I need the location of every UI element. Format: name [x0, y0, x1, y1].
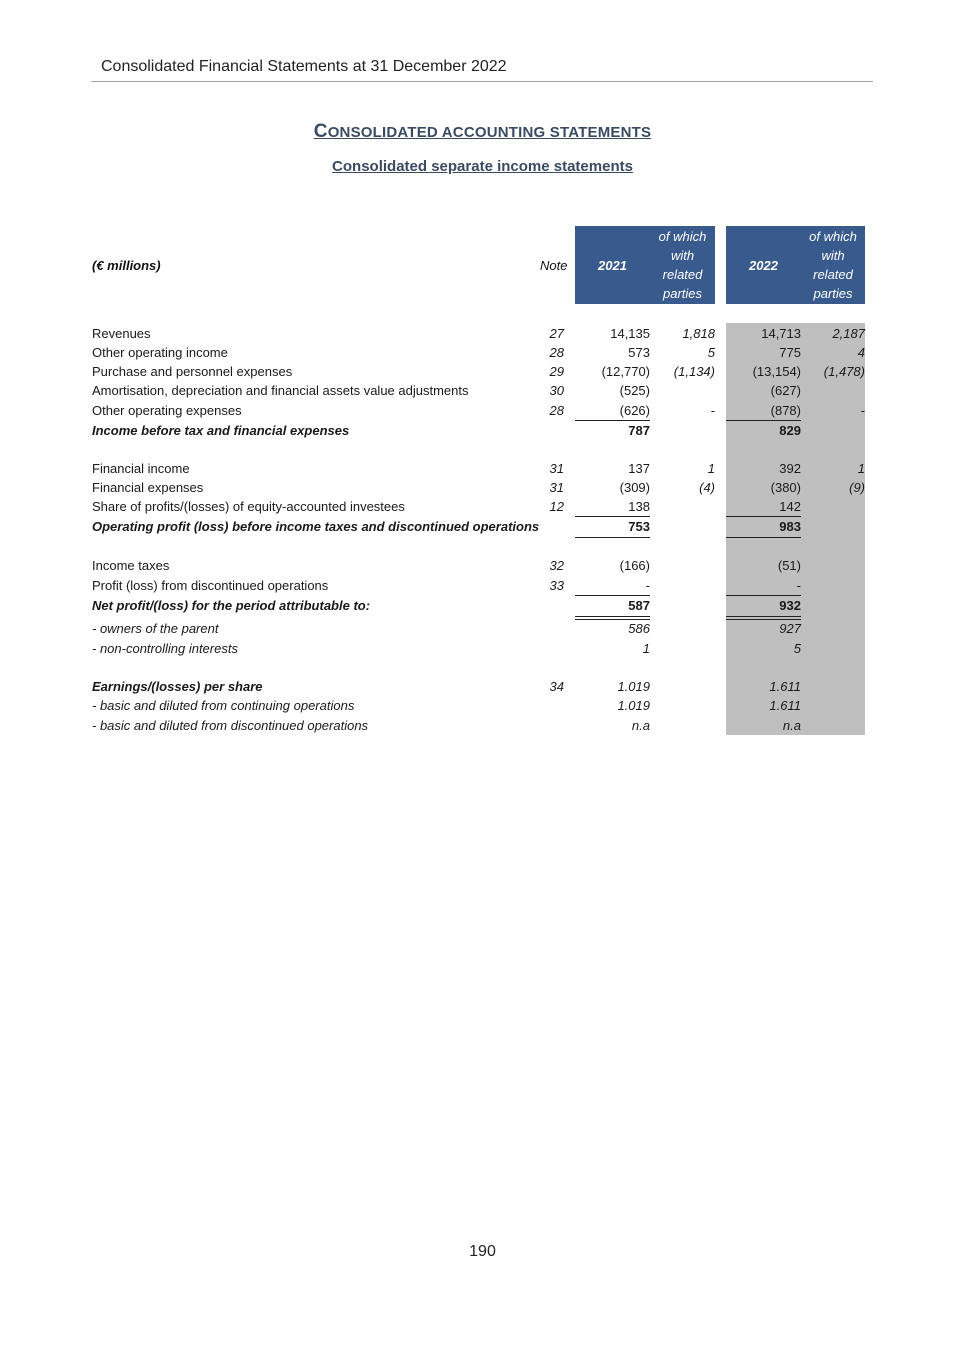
- value-2022: (627): [770, 383, 801, 398]
- related-parties-header-2021: [650, 227, 715, 303]
- value-2021: 137: [628, 461, 650, 476]
- value-2022: 932: [779, 598, 801, 613]
- value-2021: 14,135: [610, 326, 650, 341]
- subtotal-rule: [726, 420, 801, 421]
- row-label: Financial income: [92, 461, 190, 476]
- value-2022: n.a: [782, 718, 801, 733]
- subtotal-rule: [575, 420, 650, 421]
- row-label: - owners of the parent: [92, 621, 219, 636]
- related-2021: 1: [707, 461, 715, 476]
- related-line: of which: [809, 229, 857, 244]
- double-rule: [726, 619, 801, 620]
- value-2021: (12,770): [601, 364, 650, 379]
- page-number: 190: [469, 1243, 496, 1260]
- row-label: - basic and diluted from continuing operations: [92, 698, 355, 713]
- year-2022-header: 2022: [749, 258, 778, 273]
- related-line: with: [670, 248, 695, 263]
- row-label: Amortisation, depreciation and financial assets value adjustments: [92, 383, 469, 398]
- related-parties-header-2022: [801, 227, 865, 303]
- related-2021: -: [710, 403, 715, 418]
- value-2022: 5: [793, 641, 801, 656]
- year-2021-header: 2021: [598, 258, 627, 273]
- related-2022: -: [860, 403, 865, 418]
- subtotal-rule: [575, 516, 650, 517]
- row-note: 32: [549, 558, 564, 573]
- header-divider: [91, 81, 873, 82]
- value-2022: 775: [779, 345, 801, 360]
- related-2021: 5: [707, 345, 715, 360]
- value-2021: 1.019: [617, 679, 650, 694]
- row-note: 33: [549, 578, 564, 593]
- row-note: 27: [549, 326, 564, 341]
- related-line: parties: [662, 286, 703, 301]
- row-label: Other operating expenses: [92, 403, 242, 418]
- value-2021: 586: [628, 621, 650, 636]
- row-note: 30: [549, 383, 564, 398]
- value-2021: -: [645, 578, 650, 593]
- related-line: of which: [658, 229, 707, 244]
- row-label: Other operating income: [92, 345, 228, 360]
- row-label: Operating profit (loss) before income taxes and discontinued operations: [92, 519, 540, 534]
- row-label: Purchase and personnel expenses: [92, 364, 293, 379]
- row-label: Revenues: [92, 326, 151, 341]
- value-2022: (51): [777, 558, 801, 573]
- related-2022: 4: [857, 345, 865, 360]
- value-2021: (525): [619, 383, 650, 398]
- row-note: 12: [549, 499, 564, 514]
- value-2022: 14,713: [761, 326, 801, 341]
- total-rule: [726, 537, 801, 538]
- related-2021: 1,818: [682, 326, 715, 341]
- units-label: (€ millions): [92, 258, 161, 273]
- value-2021: (626): [619, 403, 650, 418]
- value-2022: (13,154): [752, 364, 801, 379]
- value-2022: 392: [779, 461, 801, 476]
- subtotal-rule: [726, 595, 801, 596]
- related-2022: 2,187: [832, 326, 865, 341]
- row-note: 28: [549, 345, 564, 360]
- row-label: Share of profits/(losses) of equity-accounted investees: [92, 499, 405, 514]
- value-2022: 927: [779, 621, 801, 636]
- double-rule: [726, 616, 801, 617]
- value-2022: 983: [779, 519, 801, 534]
- total-rule: [575, 537, 650, 538]
- value-2022: (380): [770, 480, 801, 495]
- value-2021: 753: [628, 519, 650, 534]
- row-label: Net profit/(loss) for the period attributable to:: [92, 598, 371, 613]
- subtotal-rule: [575, 595, 650, 596]
- related-2021: (1,134): [673, 364, 715, 379]
- double-rule: [575, 619, 650, 620]
- row-note: 34: [549, 679, 564, 694]
- value-2022: 142: [779, 499, 801, 514]
- row-label: Income before tax and financial expenses: [92, 423, 350, 438]
- related-2022: 1: [857, 461, 865, 476]
- value-2021: 787: [628, 423, 650, 438]
- row-label: Profit (loss) from discontinued operations: [92, 578, 329, 593]
- row-note: 28: [549, 403, 564, 418]
- row-label: - non-controlling interests: [92, 641, 238, 656]
- value-2021: 1.019: [617, 698, 650, 713]
- row-note: 31: [549, 480, 564, 495]
- value-2022: 1.611: [769, 698, 801, 713]
- value-2021: n.a: [631, 718, 650, 733]
- value-2022: -: [796, 578, 801, 593]
- value-2021: 138: [628, 499, 650, 514]
- value-2021: 573: [628, 345, 650, 360]
- related-line: with: [821, 248, 845, 263]
- related-line: related: [662, 267, 703, 282]
- related-2022: (9): [849, 480, 865, 495]
- value-2021: (166): [619, 558, 650, 573]
- related-line: related: [813, 267, 853, 282]
- note-column-header: Note: [540, 258, 568, 273]
- row-label: Financial expenses: [92, 480, 204, 495]
- row-label: Earnings/(losses) per share: [92, 679, 263, 694]
- section-title-initial: C: [313, 121, 328, 142]
- row-label: Income taxes: [92, 558, 170, 573]
- value-2022: 1.611: [769, 679, 801, 694]
- value-2021: (309): [619, 480, 650, 495]
- related-line: parties: [813, 286, 853, 301]
- subtotal-rule: [726, 516, 801, 517]
- row-note: 29: [549, 364, 564, 379]
- section-title-rest: ONSOLIDATED ACCOUNTING STATEMENTS: [327, 124, 652, 141]
- statement-subtitle: Consolidated separate income statements: [332, 158, 633, 175]
- related-2022: (1,478): [823, 364, 865, 379]
- value-2021: 587: [628, 598, 650, 613]
- running-header: Consolidated Financial Statements at 31 December 2022: [101, 58, 507, 75]
- related-2021: (4): [699, 480, 715, 495]
- double-rule: [575, 616, 650, 617]
- section-title: [0, 121, 965, 143]
- value-2021: 1: [642, 641, 650, 656]
- value-2022: 829: [779, 423, 801, 438]
- value-2022: (878): [770, 403, 801, 418]
- row-note: 31: [549, 461, 564, 476]
- row-label: - basic and diluted from discontinued operations: [92, 718, 369, 733]
